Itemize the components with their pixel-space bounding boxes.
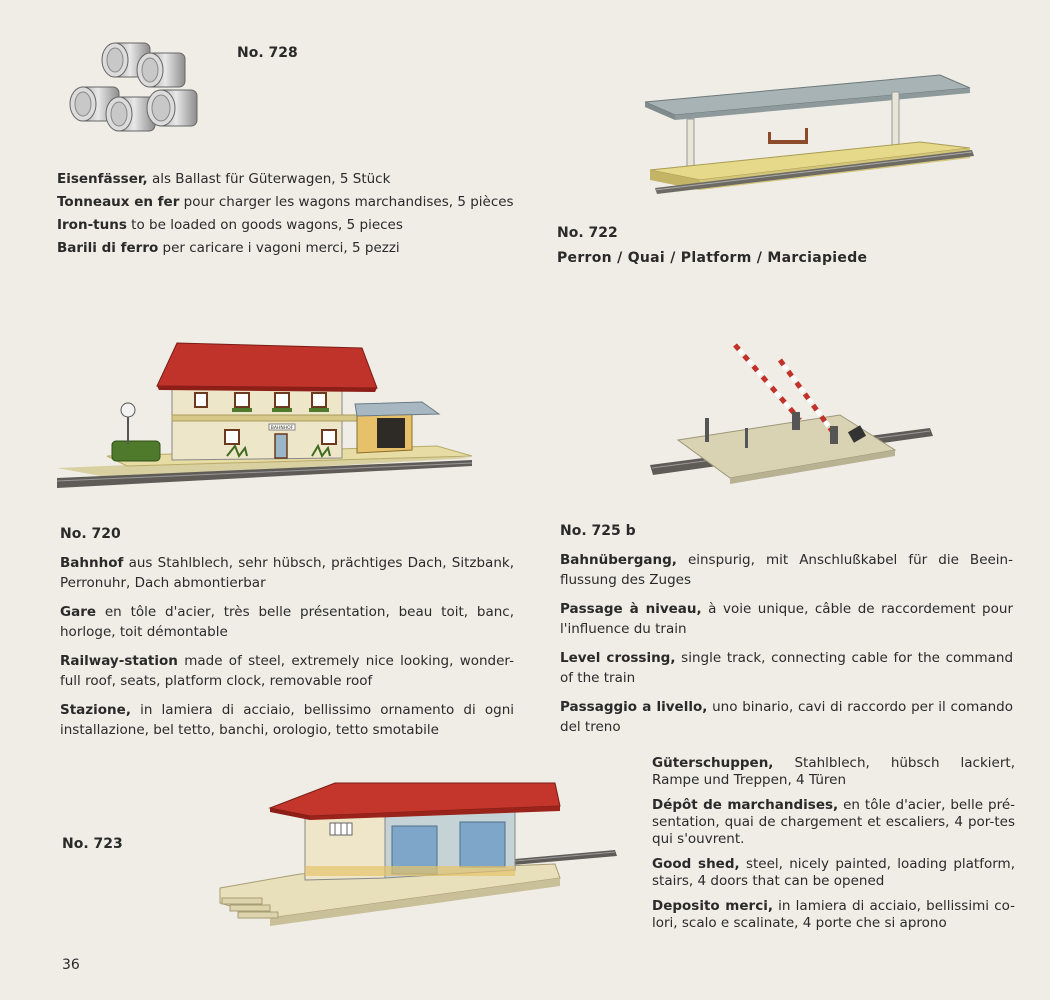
item-722-number: No. 722 — [557, 225, 618, 241]
item-723-para-fr: Dépôt de marchandises, en tôle d'acier, belle pré-sentation, quai de chargement et escaliers, 4 por-tes qui s'ouvrent. — [652, 797, 1015, 847]
item-728-line-en: Iron-tuns to be loaded on goods wagons, 5 pieces — [57, 217, 403, 233]
item-725b-number: No. 725 b — [560, 523, 636, 539]
item-728-line-de: Eisenfässer, als Ballast für Güterwagen, 5 Stück — [57, 171, 391, 187]
item-720-number: No. 720 — [60, 526, 121, 542]
item-720-para-fr: Gare en tôle d'acier, très belle présentation, beau toit, banc, horloge, toit démontable — [60, 604, 514, 640]
page-number: 36 — [62, 957, 80, 973]
iron-barrels-illustration — [65, 35, 220, 155]
item-728-number: No. 728 — [237, 45, 298, 61]
item-728-description — [57, 168, 514, 260]
railway-station-illustration — [57, 338, 477, 493]
goods-shed-illustration — [160, 778, 620, 928]
item-723-para-en: Good shed, steel, nicely painted, loading platform, stairs, 4 doors that can be opened — [652, 856, 1015, 889]
platform-illustration — [640, 70, 980, 210]
item-720-para-en: Railway-station made of steel, extremely nice looking, wonder-full roof, seats, platform clock, removable roof — [60, 653, 514, 689]
item-723-para-de: Güterschuppen, Stahlblech, hübsch lackiert, Rampe und Treppen, 4 Türen — [652, 755, 1015, 788]
item-723-description — [652, 755, 1015, 940]
station-sign: BAHNHOF — [270, 426, 294, 431]
item-720-para-it: Stazione, in lamiera di acciaio, bellissimo ornamento di ogni installazione, bel tetto, banchi, orologio, tetto smotabile — [60, 702, 514, 738]
level-crossing-illustration — [650, 340, 940, 485]
item-725b-description — [560, 551, 1013, 747]
item-725b-para-it: Passaggio a livello, uno binario, cavi di raccordo per il comando del treno — [560, 699, 1013, 735]
item-723-para-it: Deposito merci, in lamiera di acciaio, bellissimi co-lori, scalo e scalinate, 4 porte che si aprono — [652, 898, 1015, 931]
item-728-line-it: Barili di ferro per caricare i vagoni merci, 5 pezzi — [57, 240, 400, 256]
item-723-number: No. 723 — [62, 836, 123, 852]
item-720-description — [60, 554, 514, 750]
item-722-caption: Perron / Quai / Platform / Marciapiede — [557, 250, 868, 266]
item-725b-para-fr: Passage à niveau, à voie unique, câble de raccordement pour l'influence du train — [560, 601, 1013, 637]
item-720-para-de: Bahnhof aus Stahlblech, sehr hübsch, prächtiges Dach, Sitzbank, Perronuhr, Dach abmontierbar — [60, 555, 514, 591]
item-725b-para-en: Level crossing, single track, connecting cable for the command of the train — [560, 650, 1014, 686]
item-728-line-fr: Tonneaux en fer pour charger les wagons marchandises, 5 pièces — [57, 194, 514, 210]
item-725b-para-de: Bahnübergang, einspurig, mit Anschlußkabel für die Beein-flussung des Zuges — [560, 552, 1013, 588]
